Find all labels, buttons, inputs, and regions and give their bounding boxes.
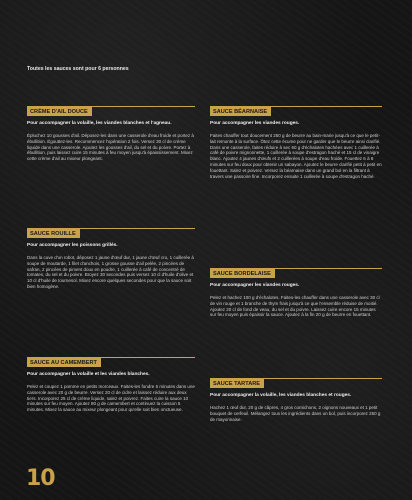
- section-subtitle: Pour accompagner la volaille, les viandes blanches et l'agneau.: [27, 121, 172, 126]
- section-creme-ail-douce: [27, 106, 195, 162]
- section-sauce-camembert: [27, 357, 195, 413]
- section-body: Pelez et coupez 1 pomme en petits morceaux. Faites-les fondre 5 minutes dans une casserole avec 20 g de beurre. Versez 20 cl de cidre et laissez réduire aux deux tiers. Incorporez 25 cl de crème liquide, salez et poivrez. Faites cuire la sauce 10 minutes sur feu moyen. Ajoutez 80 g de camembert et continuez la cuisson 5 minutes. Mixez la sauce au mixeur plongeant pour qu'elle soit bien onctueuse.: [27, 384, 195, 413]
- section-body: Pelez et hachez 100 g d'échalotes. Faites-les chauffer dans une casserole avec 30 cl de vin rouge et 1 branche de thym frais jusqu'à ce que l'ensemble réduise de moitié. Ajoutez 20 cl de fond de veau, du sel et du poivre. Laissez cuire encore 15 minutes sur feu moyen puis épaissir la sauce. Ajoutez à la fin 20 g de beurre en fouettant.: [210, 295, 380, 318]
- section-title: SAUCE ROUILLE: [27, 229, 80, 238]
- section-sauce-bearnaise: [210, 106, 382, 179]
- section-body: Épluchez 10 gousses d'ail. Déposez-les dans une casserole d'eau froide et portez à ébullition. Égouttez-les. Recommencez l'opération 2 fois. Versez 30 cl de crème liquide dans une casserole. Ajoutez les gousses d'ail, du sel et du poivre. Portez à ébullition, puis laissez cuire 15 minutes à feu moyen jusqu'à épaississement. Mixez cette crème d'ail au mixeur plongeant.: [27, 133, 194, 162]
- section-title-bar: [27, 228, 195, 238]
- section-title-bar: [210, 378, 382, 388]
- page-number: 10: [26, 466, 55, 491]
- section-title-bar: [27, 357, 195, 367]
- section-title: CRÈME D'AIL DOUCE: [27, 107, 92, 116]
- section-title: SAUCE BORDELAISE: [210, 269, 275, 278]
- section-subtitle: Pour accompagner les viandes rouges.: [210, 121, 300, 126]
- section-subtitle: Pour accompagner la volaille, les viandes blanches et rouges.: [210, 393, 352, 398]
- section-sauce-rouille: [27, 228, 195, 290]
- section-subtitle: Pour accompagner les poissons grillés.: [27, 243, 118, 248]
- section-title-bar: [210, 268, 382, 278]
- section-title-bar: [27, 106, 195, 116]
- section-title: SAUCE AU CAMEMBERT: [27, 358, 101, 367]
- section-sauce-tartare: [210, 378, 382, 422]
- section-title: SAUCE TARTARE: [210, 379, 264, 388]
- section-sauce-bordelaise: [210, 268, 382, 318]
- section-subtitle: Pour accompagner les viandes rouges.: [210, 283, 300, 288]
- section-title: SAUCE BÉARNAISE: [210, 107, 271, 116]
- section-subtitle: Pour accompagner la volaille et les viandes blanches.: [27, 372, 150, 377]
- intro-text: Toutes les sauces sont pour 6 personnes: [27, 66, 129, 72]
- section-body: Hachez 1 œuf dur, 20 g de câpres, 4 gros cornichons, 2 oignons nouveaux et 1 petit bouquet de cerfeuil. Mélangez tous les ingrédients dans un bol, puis incorporez 250 g de mayonnaise.: [210, 405, 381, 422]
- section-title-bar: [210, 106, 382, 116]
- section-body: Dans la cuve d'un robot, déposez 1 jaune d'œuf dur, 1 jaune d'œuf cru, 1 cuillerée à soupe de moutarde, 1 filet d'anchois, 1 grosse gousse d'ail pelée, 2 pincées de safran, 2 pincées de piment doux en poudre, 1 cuillerée à café de concentré de tomates, du sel et du poivre. Broyez 30 secondes puis versez 10 cl d'huile d'olive et 10 cl d'huile de tournesol. Mixez encore quelques secondes pour que la sauce soit bien homogène.: [27, 255, 194, 289]
- section-body: Faites chauffer tout doucement 250 g de beurre au bain-marie jusqu'à ce que le petit-lait remonte à la surface. Ôtez cette écume pour ne garder que le beurre ainsi clarifié. Dans une casserole, faites réduire à sec 60 g d'échalotes hachées avec 1 cuillerée à café de poivre mignonnette, 1 cuillerée à soupe d'estragon haché et 15 cl de vinaigre blanc. Ajoutez 4 jaunes d'œufs et 2 cuillerées à soupe d'eau froide. Fouettez 6 à 8 minutes sur feu doux pour obtenir un sabayon. Ajoutez le beurre clarifié petit à petit en fouettant. Salez et poivrez. Versez la béarnaise dans un grand bol en la filtrant à travers une passoire fine. Incorporez ensuite 1 cuillerée à soupe d'estragon haché.: [210, 133, 382, 179]
